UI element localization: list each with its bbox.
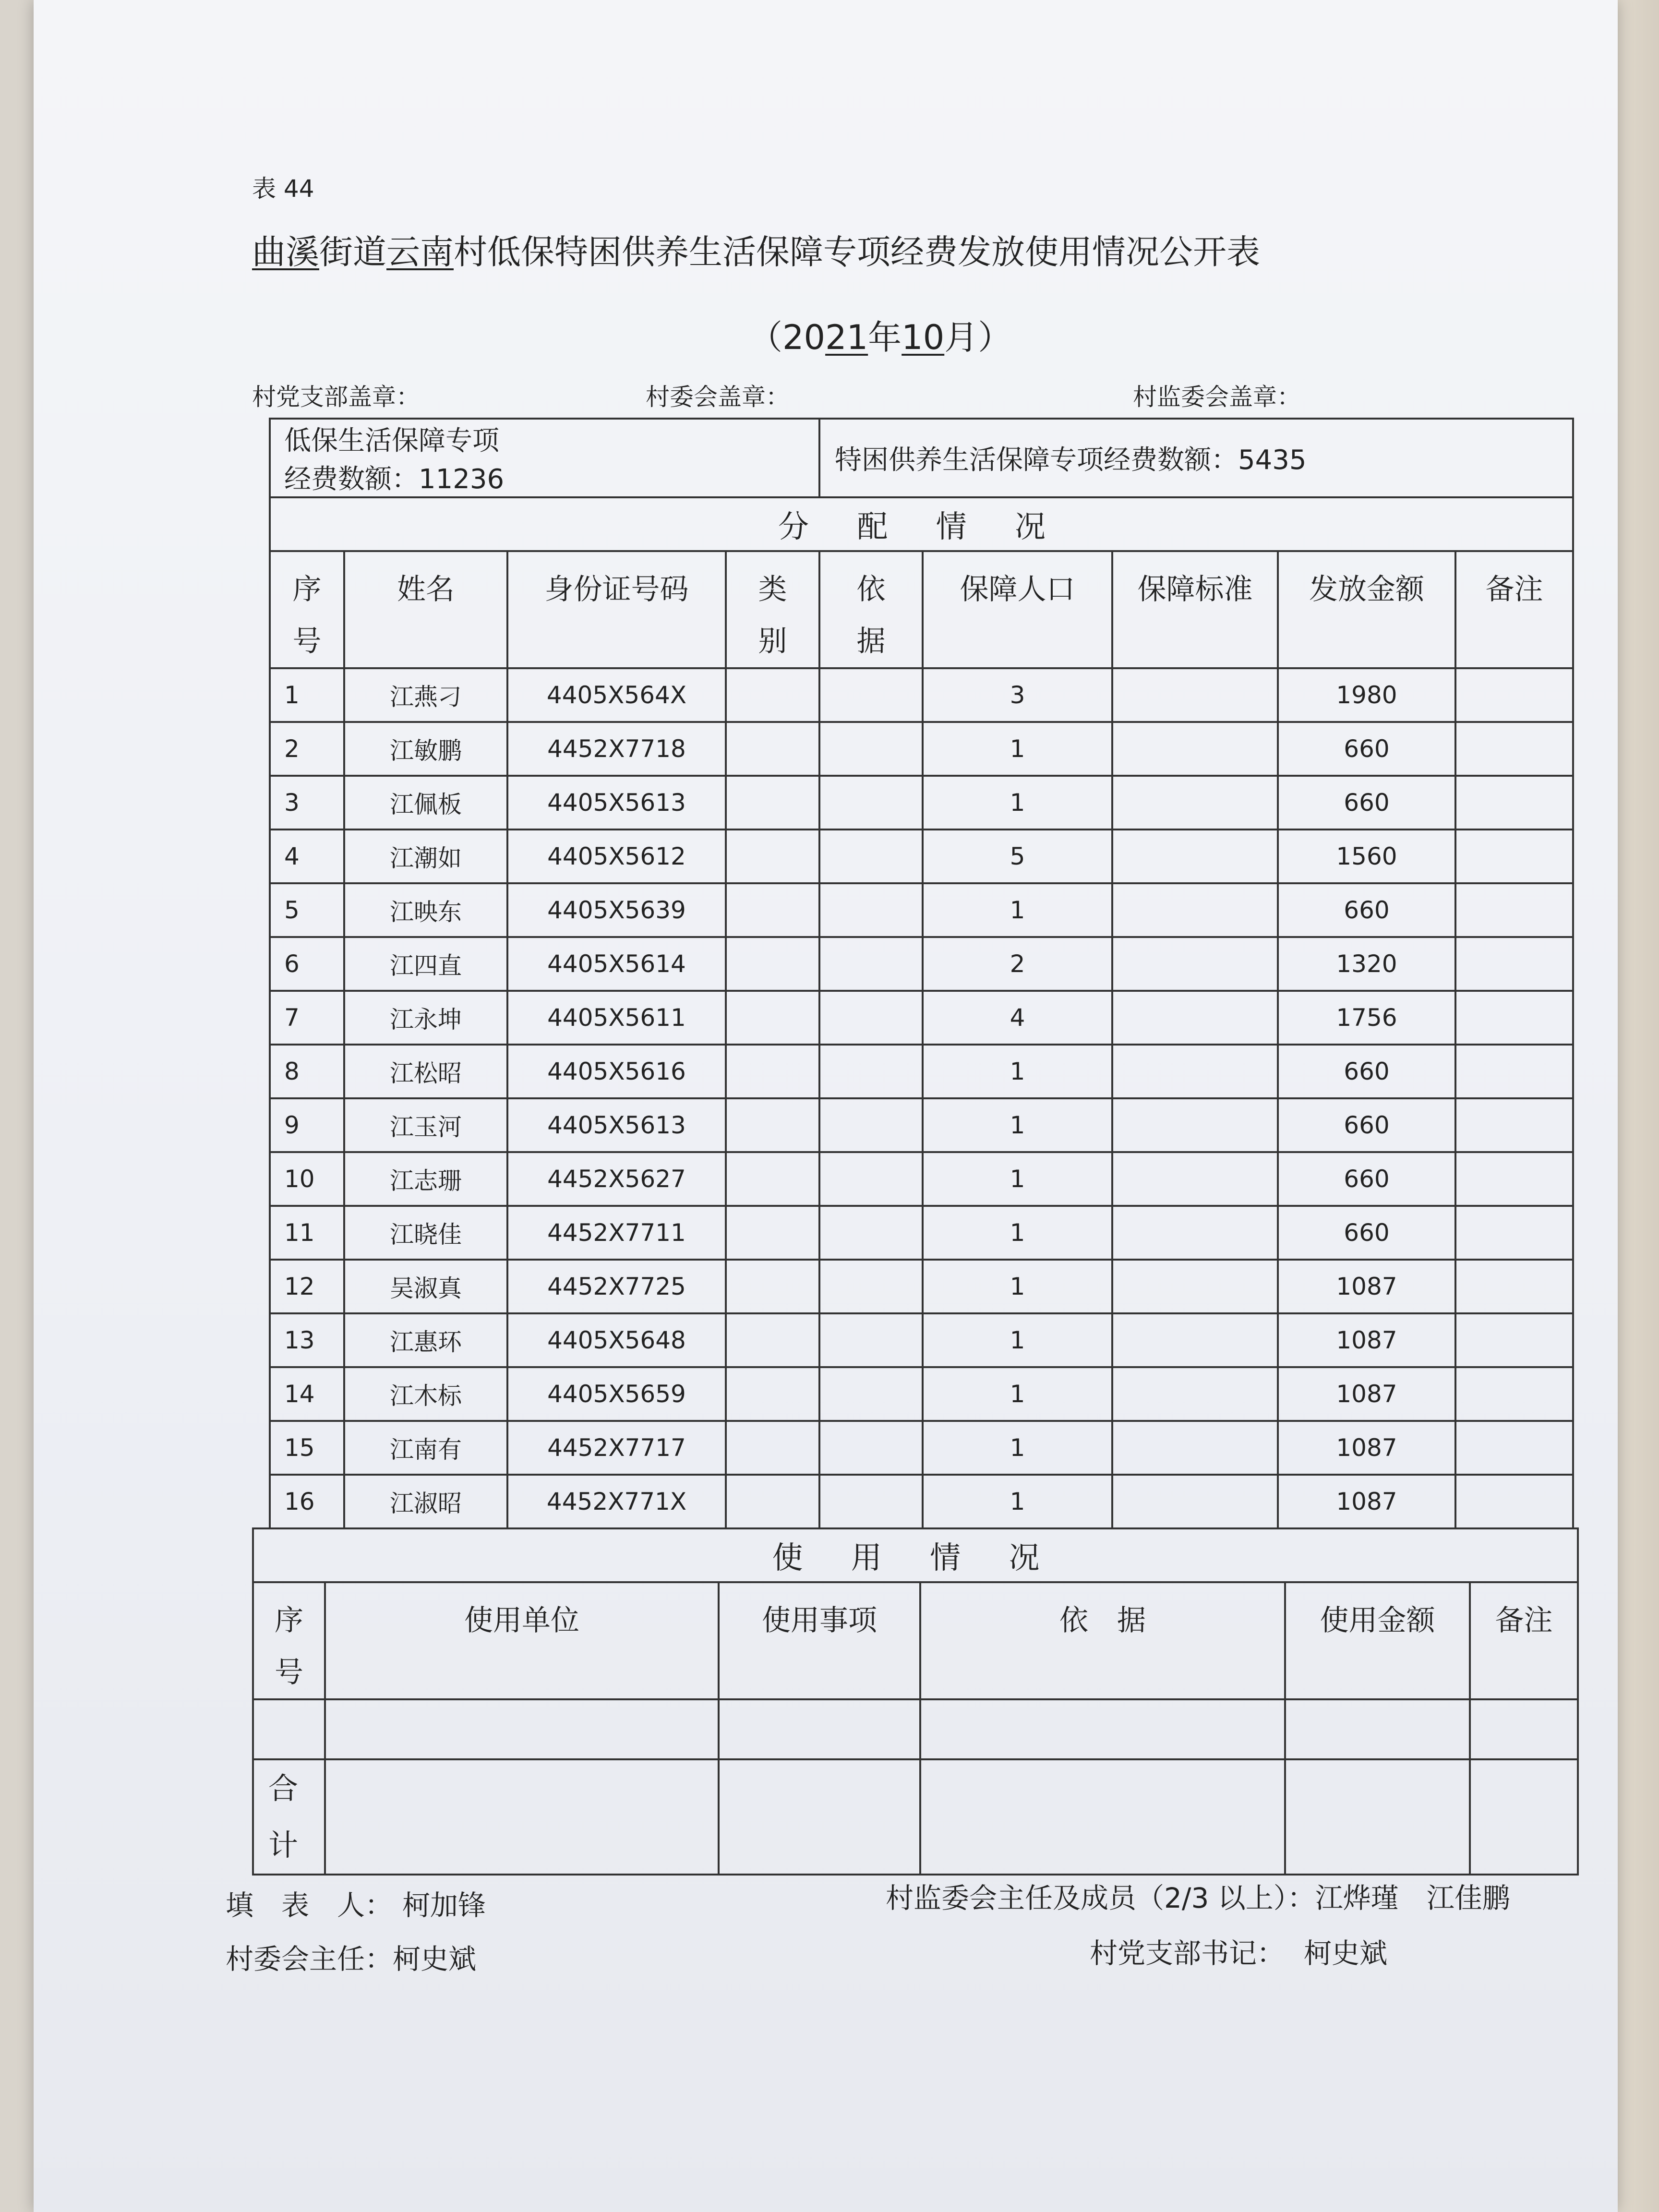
row-standard xyxy=(1112,1367,1278,1421)
row-category xyxy=(726,776,819,830)
table-row xyxy=(270,1367,1573,1421)
row-index: 7 xyxy=(270,991,344,1045)
row-basis xyxy=(819,883,923,937)
row-standard xyxy=(1112,1206,1278,1260)
party-seal-label: 村党支部盖章： xyxy=(252,383,420,411)
row-amount: 660 xyxy=(1278,1152,1455,1206)
row-remark xyxy=(1455,1152,1573,1206)
table-row xyxy=(270,830,1573,883)
row-standard xyxy=(1112,1475,1278,1528)
row-standard xyxy=(1112,1098,1278,1152)
row-remark xyxy=(1455,1260,1573,1313)
row-id-number: 4405X5611 xyxy=(507,991,726,1045)
usage-table xyxy=(252,1527,1579,1875)
table-row xyxy=(270,1206,1573,1260)
row-index: 11 xyxy=(270,1206,344,1260)
row-category xyxy=(726,991,819,1045)
row-id-number: 4452X7711 xyxy=(507,1206,726,1260)
row-population: 1 xyxy=(923,1045,1112,1098)
row-standard xyxy=(1112,1313,1278,1367)
village-director: 村委会主任：柯史斌 xyxy=(226,1943,477,1975)
row-category xyxy=(726,937,819,991)
row-population: 2 xyxy=(923,937,1112,991)
row-amount: 1087 xyxy=(1278,1367,1455,1421)
row-standard xyxy=(1112,883,1278,937)
row-index: 15 xyxy=(270,1421,344,1475)
row-amount: 1087 xyxy=(1278,1421,1455,1475)
row-standard xyxy=(1112,722,1278,776)
table-row xyxy=(270,668,1573,722)
row-basis xyxy=(819,1152,923,1206)
row-basis xyxy=(819,722,923,776)
row-basis xyxy=(819,991,923,1045)
row-standard xyxy=(1112,1260,1278,1313)
row-amount: 1980 xyxy=(1278,668,1455,722)
row-id-number: 4405X5614 xyxy=(507,937,726,991)
row-name: 江燕刁 xyxy=(344,668,507,722)
row-index: 4 xyxy=(270,830,344,883)
col-header-category: 类别 xyxy=(726,551,819,668)
committee-seal-label: 村委会盖章： xyxy=(646,383,790,411)
row-amount: 660 xyxy=(1278,1098,1455,1152)
row-name: 江佩板 xyxy=(344,776,507,830)
usage-header-item: 使用事项 xyxy=(719,1582,920,1699)
row-remark xyxy=(1455,1421,1573,1475)
usage-header-unit: 使用单位 xyxy=(325,1582,719,1699)
row-name: 江南有 xyxy=(344,1421,507,1475)
table-row xyxy=(270,1421,1573,1475)
row-amount: 1756 xyxy=(1278,991,1455,1045)
table-row xyxy=(270,937,1573,991)
usage-empty-row xyxy=(253,1699,1578,1759)
row-standard xyxy=(1112,830,1278,883)
row-remark xyxy=(1455,1045,1573,1098)
row-population: 1 xyxy=(923,776,1112,830)
document-sheet xyxy=(34,0,1618,2212)
col-header-standard: 保障标准 xyxy=(1112,551,1278,668)
row-population: 1 xyxy=(923,1367,1112,1421)
row-id-number: 4452X7718 xyxy=(507,722,726,776)
table-row xyxy=(270,1152,1573,1206)
row-name: 江敏鹏 xyxy=(344,722,507,776)
usage-header-remark: 备注 xyxy=(1470,1582,1578,1699)
allocation-table xyxy=(269,418,1574,1529)
row-amount: 660 xyxy=(1278,1206,1455,1260)
row-amount: 1087 xyxy=(1278,1260,1455,1313)
row-basis xyxy=(819,830,923,883)
row-id-number: 4405X5639 xyxy=(507,883,726,937)
supervision-members: 村监委会主任及成员（2/3 以上）：江烨瑾 江佳鹏 xyxy=(886,1882,1510,1914)
col-header-name: 姓名 xyxy=(344,551,507,668)
row-category xyxy=(726,1475,819,1528)
row-remark xyxy=(1455,1313,1573,1367)
row-category xyxy=(726,1313,819,1367)
row-basis xyxy=(819,1206,923,1260)
row-index: 12 xyxy=(270,1260,344,1313)
row-amount: 1560 xyxy=(1278,830,1455,883)
col-header-basis: 依据 xyxy=(819,551,923,668)
row-population: 1 xyxy=(923,1260,1112,1313)
col-header-index: 序号 xyxy=(270,551,344,668)
table-row xyxy=(270,991,1573,1045)
row-id-number: 4452X7725 xyxy=(507,1260,726,1313)
row-category xyxy=(726,1098,819,1152)
row-name: 江志珊 xyxy=(344,1152,507,1206)
row-category xyxy=(726,883,819,937)
row-population: 5 xyxy=(923,830,1112,883)
row-id-number: 4405X564X xyxy=(507,668,726,722)
row-category xyxy=(726,1206,819,1260)
filler: 填 表 人： 柯加锋 xyxy=(226,1889,486,1922)
row-name: 江映东 xyxy=(344,883,507,937)
row-index: 10 xyxy=(270,1152,344,1206)
row-name: 江惠环 xyxy=(344,1313,507,1367)
table-number: 表 44 xyxy=(252,175,314,203)
row-population: 1 xyxy=(923,1313,1112,1367)
usage-section-title: 使 用 情 况 xyxy=(253,1528,1578,1582)
row-id-number: 4452X5627 xyxy=(507,1152,726,1206)
row-standard xyxy=(1112,668,1278,722)
row-remark xyxy=(1455,830,1573,883)
row-basis xyxy=(819,668,923,722)
row-population: 1 xyxy=(923,1475,1112,1528)
party-secretary: 村党支部书记： 柯史斌 xyxy=(1090,1937,1388,1970)
row-standard xyxy=(1112,1152,1278,1206)
row-name: 江玉河 xyxy=(344,1098,507,1152)
row-name: 江永坤 xyxy=(344,991,507,1045)
row-name: 江四直 xyxy=(344,937,507,991)
row-id-number: 4452X7717 xyxy=(507,1421,726,1475)
row-index: 16 xyxy=(270,1475,344,1528)
row-id-number: 4405X5616 xyxy=(507,1045,726,1098)
row-id-number: 4405X5648 xyxy=(507,1313,726,1367)
allocation-section-title: 分 配 情 况 xyxy=(270,497,1573,551)
row-amount: 660 xyxy=(1278,776,1455,830)
row-index: 13 xyxy=(270,1313,344,1367)
row-standard xyxy=(1112,1421,1278,1475)
row-index: 1 xyxy=(270,668,344,722)
row-remark xyxy=(1455,1367,1573,1421)
row-remark xyxy=(1455,776,1573,830)
row-population: 1 xyxy=(923,1421,1112,1475)
usage-total-row xyxy=(253,1759,1578,1875)
row-category xyxy=(726,1045,819,1098)
row-remark xyxy=(1455,1098,1573,1152)
row-amount: 1320 xyxy=(1278,937,1455,991)
row-index: 5 xyxy=(270,883,344,937)
row-index: 3 xyxy=(270,776,344,830)
row-population: 1 xyxy=(923,1098,1112,1152)
row-population: 1 xyxy=(923,883,1112,937)
row-basis xyxy=(819,1098,923,1152)
table-row xyxy=(270,722,1573,776)
row-id-number: 4405X5612 xyxy=(507,830,726,883)
row-name: 吴淑真 xyxy=(344,1260,507,1313)
row-basis xyxy=(819,776,923,830)
supervision-seal-label: 村监委会盖章： xyxy=(1133,383,1301,411)
row-name: 江淑昭 xyxy=(344,1475,507,1528)
row-index: 8 xyxy=(270,1045,344,1098)
row-name: 江木标 xyxy=(344,1367,507,1421)
row-population: 1 xyxy=(923,722,1112,776)
row-id-number: 4405X5613 xyxy=(507,1098,726,1152)
row-id-number: 4452X771X xyxy=(507,1475,726,1528)
page-title: 曲溪街道云南村低保特困供养生活保障专项经费发放使用情况公开表 xyxy=(252,232,1260,272)
row-standard xyxy=(1112,937,1278,991)
row-basis xyxy=(819,1367,923,1421)
row-population: 1 xyxy=(923,1152,1112,1206)
row-remark xyxy=(1455,1475,1573,1528)
row-category xyxy=(726,1152,819,1206)
table-row xyxy=(270,1260,1573,1313)
row-remark xyxy=(1455,1206,1573,1260)
row-index: 14 xyxy=(270,1367,344,1421)
table-row xyxy=(270,1045,1573,1098)
dibao-fund-total: 低保生活保障专项经费数额：11236 xyxy=(270,419,507,497)
row-basis xyxy=(819,1421,923,1475)
row-remark xyxy=(1455,668,1573,722)
total-label: 合计 xyxy=(253,1759,325,1875)
row-category xyxy=(726,1260,819,1313)
row-name: 江潮如 xyxy=(344,830,507,883)
row-remark xyxy=(1455,991,1573,1045)
row-category xyxy=(726,1421,819,1475)
row-standard xyxy=(1112,776,1278,830)
usage-header-index: 序号 xyxy=(253,1582,325,1699)
row-category xyxy=(726,668,819,722)
row-category xyxy=(726,1367,819,1421)
usage-header-amount: 使用金额 xyxy=(1285,1582,1470,1699)
row-amount: 660 xyxy=(1278,1045,1455,1098)
row-population: 4 xyxy=(923,991,1112,1045)
col-header-population: 保障人口 xyxy=(923,551,1112,668)
row-basis xyxy=(819,1045,923,1098)
row-id-number: 4405X5613 xyxy=(507,776,726,830)
row-amount: 660 xyxy=(1278,722,1455,776)
table-row xyxy=(270,776,1573,830)
row-remark xyxy=(1455,937,1573,991)
tekun-fund-total: 特困供养生活保障专项经费数额：5435 xyxy=(819,419,1573,497)
row-index: 9 xyxy=(270,1098,344,1152)
row-standard xyxy=(1112,991,1278,1045)
row-category xyxy=(726,722,819,776)
row-remark xyxy=(1455,883,1573,937)
row-basis xyxy=(819,937,923,991)
col-header-id: 身份证号码 xyxy=(507,551,726,668)
period: （2021年10月） xyxy=(749,318,1012,357)
table-row xyxy=(270,1098,1573,1152)
row-name: 江晓佳 xyxy=(344,1206,507,1260)
row-category xyxy=(726,830,819,883)
row-index: 2 xyxy=(270,722,344,776)
row-population: 3 xyxy=(923,668,1112,722)
row-remark xyxy=(1455,722,1573,776)
table-row xyxy=(270,1313,1573,1367)
table-row xyxy=(270,883,1573,937)
row-amount: 660 xyxy=(1278,883,1455,937)
col-header-amount: 发放金额 xyxy=(1278,551,1455,668)
row-index: 6 xyxy=(270,937,344,991)
row-basis xyxy=(819,1260,923,1313)
row-population: 1 xyxy=(923,1206,1112,1260)
row-id-number: 4405X5659 xyxy=(507,1367,726,1421)
usage-header-basis: 依 据 xyxy=(920,1582,1285,1699)
row-basis xyxy=(819,1313,923,1367)
row-amount: 1087 xyxy=(1278,1475,1455,1528)
row-basis xyxy=(819,1475,923,1528)
row-name: 江松昭 xyxy=(344,1045,507,1098)
row-standard xyxy=(1112,1045,1278,1098)
row-amount: 1087 xyxy=(1278,1313,1455,1367)
col-header-remark: 备注 xyxy=(1455,551,1573,668)
table-row xyxy=(270,1475,1573,1528)
